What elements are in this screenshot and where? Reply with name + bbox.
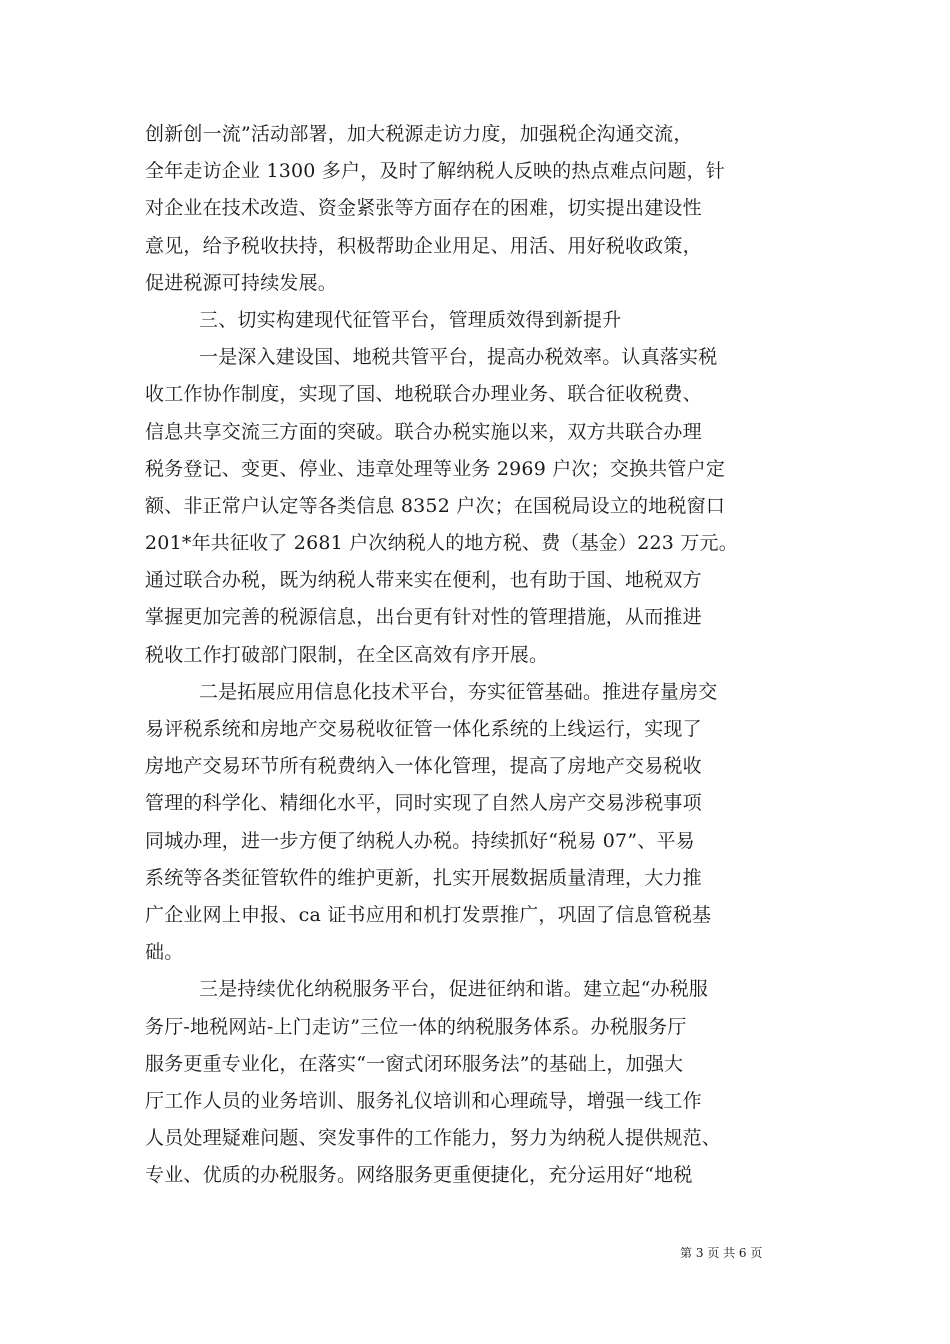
paragraph-first-line: 三是持续优化纳税服务平台，促进征纳和谐。建立起“办税服 <box>199 978 709 1001</box>
text-line: 促进税源可持续发展。 <box>145 271 338 294</box>
text-line: 对企业在技术改造、资金紧张等方面存在的困难，切实提出建设性 <box>145 197 702 220</box>
text-line: 房地产交易环节所有税费纳入一体化管理，提高了房地产交易税收 <box>145 755 702 778</box>
text-line: 人员处理疑难问题、突发事件的工作能力，努力为纳税人提供规范、 <box>145 1127 722 1150</box>
text-line: 201*年共征收了 2681 户次纳税人的地方税、费（基金）223 万元。 <box>145 532 738 555</box>
text-line: 额、非正常户认定等各类信息 8352 户次；在国税局设立的地税窗口 <box>145 494 726 517</box>
text-line: 广企业网上申报、ca 证书应用和机打发票推广，巩固了信息管税基 <box>145 903 712 926</box>
page-number: 第 3 页 共 6 页 <box>680 1246 763 1260</box>
text-line: 务厅-地税网站-上门走访”三位一体的纳税服务体系。办税服务厅 <box>145 1015 687 1038</box>
text-line: 收工作协作制度，实现了国、地税联合办理业务、联合征收税费、 <box>145 383 702 406</box>
text-line: 税务登记、变更、停业、违章处理等业务 2969 户次；交换共管户定 <box>145 457 726 480</box>
text-line: 创新创一流”活动部署，加大税源走访力度，加强税企沟通交流， <box>145 123 693 145</box>
paragraph-first-line: 一是深入建设国、地税共管平台，提高办税效率。认真落实税 <box>199 346 718 369</box>
text-line: 掌握更加完善的税源信息，出台更有针对性的管理措施，从而推进 <box>145 606 702 629</box>
text-line: 础。 <box>145 941 184 964</box>
text-line: 全年走访企业 1300 多户，及时了解纳税人反映的热点难点问题，针 <box>145 160 726 183</box>
text-line: 管理的科学化、精细化水平，同时实现了自然人房产交易涉税事项 <box>145 792 702 815</box>
text-line: 专业、优质的办税服务。网络服务更重便捷化，充分运用好“地税 <box>145 1164 693 1187</box>
text-line: 通过联合办税，既为纳税人带来实在便利，也有助于国、地税双方 <box>145 569 702 592</box>
text-line: 同城办理，进一步方便了纳税人办税。持续抓好“税易 07”、平易 <box>145 829 695 852</box>
text-line: 信息共享交流三方面的突破。联合办税实施以来，双方共联合办理 <box>145 420 702 443</box>
text-line: 服务更重专业化，在落实“一窗式闭环服务法”的基础上，加强大 <box>145 1052 684 1075</box>
section-heading: 三、切实构建现代征管平台，管理质效得到新提升 <box>199 308 622 331</box>
text-line: 厅工作人员的业务培训、服务礼仪培训和心理疏导，增强一线工作 <box>145 1089 702 1112</box>
text-line: 税收工作打破部门限制，在全区高效有序开展。 <box>145 643 549 666</box>
text-line: 意见，给予税收扶持，积极帮助企业用足、用活、用好税收政策， <box>145 234 702 257</box>
paragraph-first-line: 二是拓展应用信息化技术平台，夯实征管基础。推进存量房交 <box>199 680 718 703</box>
text-line: 易评税系统和房地产交易税收征管一体化系统的上线运行，实现了 <box>145 718 702 740</box>
document-body <box>145 116 810 1194</box>
text-line: 系统等各类征管软件的维护更新，扎实开展数据质量清理，大力推 <box>145 866 702 889</box>
